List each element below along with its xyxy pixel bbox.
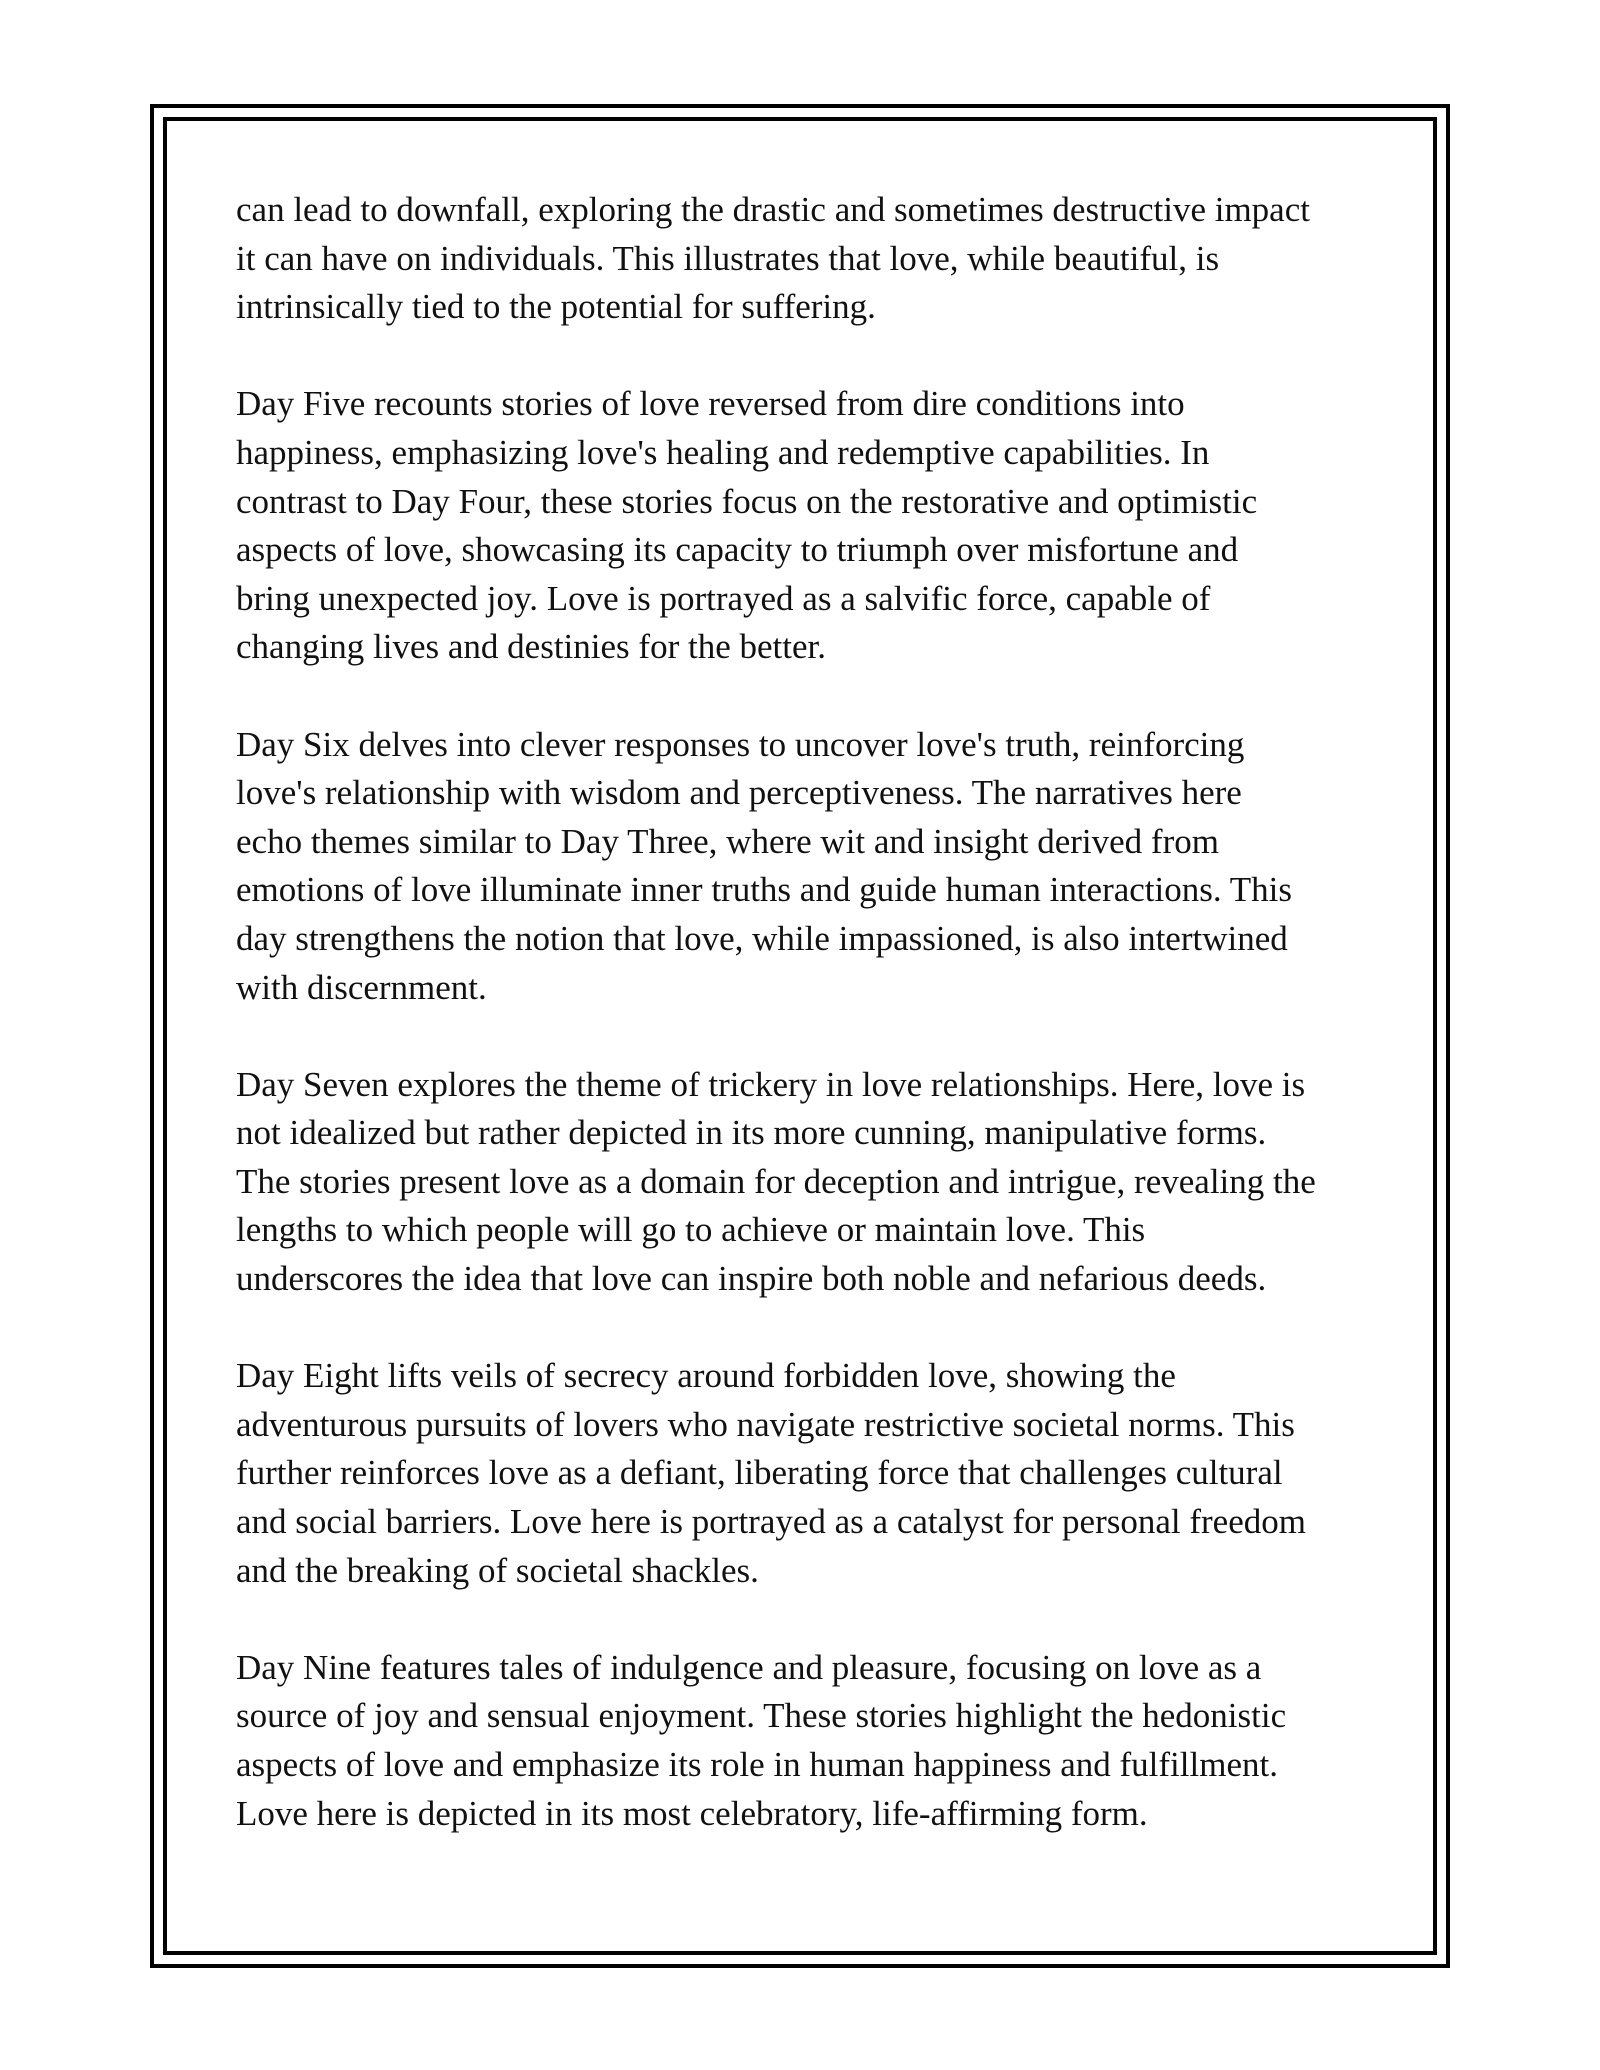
text-line: The stories present love as a domain for deception and intrigue, revealing the (236, 1161, 1316, 1201)
paragraph-day-eight (236, 1352, 1376, 1595)
text-line: can lead to downfall, exploring the drastic and sometimes destructive impact (236, 190, 1310, 229)
text-line: echo themes similar to Day Three, where wit and insight derived from (236, 821, 1219, 861)
paragraph-day-five (236, 380, 1376, 672)
paragraph-day-seven (236, 1061, 1376, 1304)
text-line: happiness, emphasizing love's healing and redemptive capabilities. In (236, 432, 1210, 472)
text-line: Day Six delves into clever responses to uncover love's truth, reinforcing (236, 724, 1245, 764)
text-line: underscores the idea that love can inspire both noble and nefarious deeds. (236, 1259, 1267, 1299)
text-line: and the breaking of societal shackles. (236, 1550, 759, 1590)
text-line: and social barriers. Love here is portrayed as a catalyst for personal freedom (236, 1502, 1306, 1542)
text-line: not idealized but rather depicted in its more cunning, manipulative forms. (236, 1113, 1267, 1153)
text-line: Love here is depicted in its most celebratory, life-affirming form. (236, 1793, 1148, 1833)
text-line: contrast to Day Four, these stories focus on the restorative and optimistic (236, 481, 1258, 521)
text-line: Day Eight lifts veils of secrecy around forbidden love, showing the (236, 1356, 1176, 1396)
paragraph-day-nine (236, 1644, 1376, 1838)
text-line: with discernment. (236, 967, 487, 1007)
text-line: Day Nine features tales of indulgence and pleasure, focusing on love as a (236, 1647, 1262, 1687)
text-line: emotions of love illuminate inner truths and guide human interactions. This (236, 870, 1292, 910)
text-line: bring unexpected joy. Love is portrayed as a salvific force, capable of (236, 578, 1211, 618)
text-line: lengths to which people will go to achieve or maintain love. This (236, 1210, 1146, 1250)
document-body (236, 186, 1376, 1887)
paragraph-day-six (236, 721, 1376, 1013)
text-line: Day Seven explores the theme of trickery in love relationships. Here, love is (236, 1064, 1306, 1104)
text-line: changing lives and destinies for the better. (236, 627, 826, 667)
text-line: Day Five recounts stories of love reversed from dire conditions into (236, 384, 1185, 424)
text-line: aspects of love, showcasing its capacity to triumph over misfortune and (236, 530, 1239, 570)
paragraph-1 (236, 186, 1376, 332)
text-line: day strengthens the notion that love, while impassioned, is also intertwined (236, 918, 1288, 958)
text-line: intrinsically tied to the potential for suffering. (236, 287, 876, 327)
text-line: it can have on individuals. This illustrates that love, while beautiful, is (236, 238, 1220, 278)
text-line: aspects of love and emphasize its role in human happiness and fulfillment. (236, 1745, 1278, 1784)
text-line: adventurous pursuits of lovers who navigate restrictive societal norms. This (236, 1404, 1295, 1444)
text-line: source of joy and sensual enjoyment. These stories highlight the hedonistic (236, 1696, 1287, 1736)
text-line: love's relationship with wisdom and perceptiveness. The narratives here (236, 773, 1242, 813)
text-line: further reinforces love as a defiant, liberating force that challenges cultural (236, 1453, 1283, 1493)
